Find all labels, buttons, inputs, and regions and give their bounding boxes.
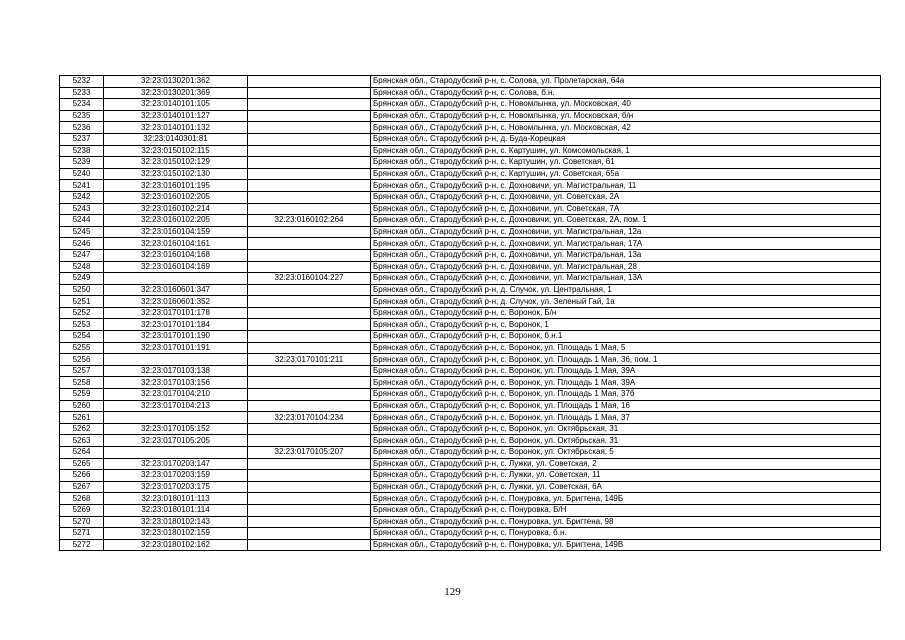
- row-number-cell: 5259: [60, 389, 104, 401]
- address-cell: Брянская обл., Стародубский р-н, с. Картушин, ул. Комсомольская, 1: [371, 145, 881, 157]
- table-row: [60, 504, 881, 516]
- address-cell: Брянская обл., Стародубский р-н, д. Случок, ул. Зеленый Гай, 1а: [371, 296, 881, 308]
- address-cell: Брянская обл., Стародубский р-н, с. Новомлынка, ул. Московская, 40: [371, 99, 881, 111]
- table-row: [60, 76, 881, 88]
- row-number-cell: 5256: [60, 354, 104, 366]
- row-number-cell: 5257: [60, 365, 104, 377]
- related-cadastral-number-cell: [248, 238, 371, 250]
- table-row: [60, 191, 881, 203]
- cadastral-number-cell: 32:23:0150102:115: [104, 145, 248, 157]
- address-cell: Брянская обл., Стародубский р-н, с. Дохновичи, ул. Магистральная, 13а: [371, 249, 881, 261]
- row-number-cell: 5244: [60, 215, 104, 227]
- table-row: [60, 412, 881, 424]
- address-cell: Брянская обл., Стародубский р-н, с. Картушин, ул. Советская, 61: [371, 157, 881, 169]
- cadastral-number-cell: 32:23:0160101:195: [104, 180, 248, 192]
- related-cadastral-number-cell: [248, 157, 371, 169]
- table-row: [60, 539, 881, 551]
- address-cell: Брянская обл., Стародубский р-н, с. Воронок, ул. Площадь 1 Мая, 16: [371, 400, 881, 412]
- table-row: [60, 342, 881, 354]
- address-cell: Брянская обл., Стародубский р-н, с. Воронок, ул. Площадь 1 Мая, 37: [371, 412, 881, 424]
- row-number-cell: 5266: [60, 470, 104, 482]
- related-cadastral-number-cell: [248, 191, 371, 203]
- related-cadastral-number-cell: [248, 122, 371, 134]
- address-cell: Брянская обл., Стародубский р-н, с. Картушин, ул. Советская, 65а: [371, 168, 881, 180]
- table-row: [60, 296, 881, 308]
- related-cadastral-number-cell: [248, 261, 371, 273]
- row-number-cell: 5270: [60, 516, 104, 528]
- row-number-cell: 5254: [60, 331, 104, 343]
- address-cell: Брянская обл., Стародубский р-н, с. Дохновичи, ул. Магистральная, 13А: [371, 273, 881, 285]
- table-row: [60, 470, 881, 482]
- address-cell: Брянская обл., Стародубский р-н, с. Воронок, ул. Площадь 1 Мая, 36, пом. 1: [371, 354, 881, 366]
- table-row: [60, 273, 881, 285]
- cadastral-number-cell: 32:23:0170203:159: [104, 470, 248, 482]
- cadastral-number-cell: 32:23:0160601:347: [104, 284, 248, 296]
- cadastral-number-cell: [104, 412, 248, 424]
- address-cell: Брянская обл., Стародубский р-н, д. Случок, ул. Центральная, 1: [371, 284, 881, 296]
- table-row: [60, 365, 881, 377]
- related-cadastral-number-cell: [248, 377, 371, 389]
- row-number-cell: 5261: [60, 412, 104, 424]
- related-cadastral-number-cell: [248, 249, 371, 261]
- address-cell: Брянская обл., Стародубский р-н, с. Новомлынка, ул. Московская, 42: [371, 122, 881, 134]
- row-number-cell: 5240: [60, 168, 104, 180]
- table-row: [60, 180, 881, 192]
- row-number-cell: 5255: [60, 342, 104, 354]
- address-cell: Брянская обл., Стародубский р-н, с. Дохновичи, ул. Советская, 2А: [371, 191, 881, 203]
- address-cell: Брянская обл., Стародубский р-н, с. Воронок, ул. Октябрьская, 31: [371, 423, 881, 435]
- cadastral-number-cell: 32:23:0160104:169: [104, 261, 248, 273]
- related-cadastral-number-cell: 32:23:0160102:264: [248, 215, 371, 227]
- related-cadastral-number-cell: [248, 307, 371, 319]
- related-cadastral-number-cell: [248, 493, 371, 505]
- related-cadastral-number-cell: 32:23:0160104:227: [248, 273, 371, 285]
- related-cadastral-number-cell: [248, 342, 371, 354]
- row-number-cell: 5269: [60, 504, 104, 516]
- row-number-cell: 5237: [60, 133, 104, 145]
- related-cadastral-number-cell: 32:23:0170105:207: [248, 447, 371, 459]
- records-table-body: [60, 76, 881, 551]
- related-cadastral-number-cell: [248, 400, 371, 412]
- related-cadastral-number-cell: [248, 76, 371, 88]
- table-row: [60, 319, 881, 331]
- related-cadastral-number-cell: 32:23:0170101:211: [248, 354, 371, 366]
- related-cadastral-number-cell: [248, 528, 371, 540]
- table-row: [60, 493, 881, 505]
- related-cadastral-number-cell: [248, 319, 371, 331]
- cadastral-number-cell: 32:23:0170101:184: [104, 319, 248, 331]
- records-table: [59, 75, 881, 551]
- cadastral-number-cell: 32:23:0160102:214: [104, 203, 248, 215]
- cadastral-number-cell: 32:23:0140101:132: [104, 122, 248, 134]
- related-cadastral-number-cell: [248, 331, 371, 343]
- related-cadastral-number-cell: [248, 458, 371, 470]
- row-number-cell: 5258: [60, 377, 104, 389]
- related-cadastral-number-cell: [248, 516, 371, 528]
- address-cell: Брянская обл., Стародубский р-н, с. Дохновичи, ул. Магистральная, 28: [371, 261, 881, 273]
- address-cell: Брянская обл., Стародубский р-н, с. Воронок, ул. Площадь 1 Мая, 37б: [371, 389, 881, 401]
- table-row: [60, 122, 881, 134]
- row-number-cell: 5239: [60, 157, 104, 169]
- row-number-cell: 5253: [60, 319, 104, 331]
- related-cadastral-number-cell: [248, 133, 371, 145]
- cadastral-number-cell: 32:23:0170103:156: [104, 377, 248, 389]
- table-row: [60, 157, 881, 169]
- related-cadastral-number-cell: 32:23:0170104:234: [248, 412, 371, 424]
- row-number-cell: 5263: [60, 435, 104, 447]
- cadastral-number-cell: 32:23:0130201:362: [104, 76, 248, 88]
- row-number-cell: 5241: [60, 180, 104, 192]
- related-cadastral-number-cell: [248, 470, 371, 482]
- table-row: [60, 110, 881, 122]
- cadastral-number-cell: 32:23:0170203:147: [104, 458, 248, 470]
- address-cell: Брянская обл., Стародубский р-н, с. Лужки, ул. Советская, 6А: [371, 481, 881, 493]
- table-row: [60, 226, 881, 238]
- related-cadastral-number-cell: [248, 365, 371, 377]
- row-number-cell: 5232: [60, 76, 104, 88]
- address-cell: Брянская обл., Стародубский р-н, с. Воронок, Б/н: [371, 307, 881, 319]
- related-cadastral-number-cell: [248, 389, 371, 401]
- related-cadastral-number-cell: [248, 99, 371, 111]
- address-cell: Брянская обл., Стародубский р-н, с. Понуровка, ул. Бригтена, 98: [371, 516, 881, 528]
- related-cadastral-number-cell: [248, 168, 371, 180]
- table-row: [60, 215, 881, 227]
- table-row: [60, 377, 881, 389]
- cadastral-number-cell: 32:23:0180102:159: [104, 528, 248, 540]
- cadastral-number-cell: 32:23:0170105:152: [104, 423, 248, 435]
- row-number-cell: 5267: [60, 481, 104, 493]
- table-row: [60, 145, 881, 157]
- address-cell: Брянская обл., Стародубский р-н, с. Лужки, ул. Советская, 11: [371, 470, 881, 482]
- table-row: [60, 99, 881, 111]
- address-cell: Брянская обл., Стародубский р-н, с. Солова, б.н.: [371, 87, 881, 99]
- row-number-cell: 5236: [60, 122, 104, 134]
- related-cadastral-number-cell: [248, 180, 371, 192]
- table-row: [60, 307, 881, 319]
- address-cell: Брянская обл., Стародубский р-н, с. Воронок, ул. Октябрьская, 5: [371, 447, 881, 459]
- related-cadastral-number-cell: [248, 203, 371, 215]
- row-number-cell: 5251: [60, 296, 104, 308]
- related-cadastral-number-cell: [248, 87, 371, 99]
- table-row: [60, 354, 881, 366]
- row-number-cell: 5272: [60, 539, 104, 551]
- address-cell: Брянская обл., Стародубский р-н, с. Понуровка, Б/Н: [371, 504, 881, 516]
- table-row: [60, 261, 881, 273]
- table-row: [60, 435, 881, 447]
- cadastral-number-cell: [104, 354, 248, 366]
- table-row: [60, 249, 881, 261]
- table-row: [60, 238, 881, 250]
- table-row: [60, 481, 881, 493]
- related-cadastral-number-cell: [248, 145, 371, 157]
- table-row: [60, 516, 881, 528]
- related-cadastral-number-cell: [248, 110, 371, 122]
- related-cadastral-number-cell: [248, 481, 371, 493]
- cadastral-number-cell: 32:23:0150102:130: [104, 168, 248, 180]
- table-row: [60, 87, 881, 99]
- cadastral-number-cell: 32:23:0170105:205: [104, 435, 248, 447]
- cadastral-number-cell: 32:23:0140101:127: [104, 110, 248, 122]
- cadastral-number-cell: 32:23:0140301:81: [104, 133, 248, 145]
- cadastral-number-cell: 32:23:0180102:143: [104, 516, 248, 528]
- row-number-cell: 5271: [60, 528, 104, 540]
- related-cadastral-number-cell: [248, 226, 371, 238]
- address-cell: Брянская обл., Стародубский р-н, с. Дохновичи, ул. Магистральная, 12а: [371, 226, 881, 238]
- table-row: [60, 168, 881, 180]
- related-cadastral-number-cell: [248, 423, 371, 435]
- cadastral-number-cell: 32:23:0160104:168: [104, 249, 248, 261]
- address-cell: Брянская обл., Стародубский р-н, с. Понуровка, ул. Бригтена, 149В: [371, 539, 881, 551]
- page-number: 129: [444, 586, 461, 598]
- cadastral-number-cell: 32:23:0160104:159: [104, 226, 248, 238]
- address-cell: Брянская обл., Стародубский р-н, д. Буда-Корецкая: [371, 133, 881, 145]
- address-cell: Брянская обл., Стародубский р-н, с. Воронок, ул. Площадь 1 Мая, 5: [371, 342, 881, 354]
- table-row: [60, 284, 881, 296]
- row-number-cell: 5249: [60, 273, 104, 285]
- cadastral-number-cell: 32:23:0160102:205: [104, 191, 248, 203]
- address-cell: Брянская обл., Стародубский р-н, с. Понуровка, б.н.: [371, 528, 881, 540]
- address-cell: Брянская обл., Стародубский р-н, с. Солова, ул. Пролетарская, 64а: [371, 76, 881, 88]
- address-cell: Брянская обл., Стародубский р-н, с. Воронок, б.н.1: [371, 331, 881, 343]
- cadastral-number-cell: 32:23:0180102:162: [104, 539, 248, 551]
- cadastral-number-cell: 32:23:0170101:191: [104, 342, 248, 354]
- table-row: [60, 133, 881, 145]
- address-cell: Брянская обл., Стародубский р-н, с. Воронок, ул. Октябрьская, 31: [371, 435, 881, 447]
- cadastral-number-cell: 32:23:0170103:138: [104, 365, 248, 377]
- row-number-cell: 5246: [60, 238, 104, 250]
- row-number-cell: 5268: [60, 493, 104, 505]
- cadastral-number-cell: 32:23:0140101:105: [104, 99, 248, 111]
- row-number-cell: 5247: [60, 249, 104, 261]
- address-cell: Брянская обл., Стародубский р-н, с. Дохновичи, ул. Советская, 2А, пом. 1: [371, 215, 881, 227]
- row-number-cell: 5233: [60, 87, 104, 99]
- cadastral-number-cell: 32:23:0170104:210: [104, 389, 248, 401]
- row-number-cell: 5245: [60, 226, 104, 238]
- related-cadastral-number-cell: [248, 435, 371, 447]
- cadastral-number-cell: 32:23:0150102:129: [104, 157, 248, 169]
- row-number-cell: 5242: [60, 191, 104, 203]
- cadastral-number-cell: 32:23:0170203:175: [104, 481, 248, 493]
- cadastral-number-cell: 32:23:0160601:352: [104, 296, 248, 308]
- cadastral-number-cell: [104, 447, 248, 459]
- address-cell: Брянская обл., Стародубский р-н, с. Лужки, ул. Советская, 2: [371, 458, 881, 470]
- table-row: [60, 447, 881, 459]
- cadastral-number-cell: 32:23:0160102:205: [104, 215, 248, 227]
- address-cell: Брянская обл., Стародубский р-н, с. Понуровка, ул. Бригтена, 149Б: [371, 493, 881, 505]
- row-number-cell: 5235: [60, 110, 104, 122]
- related-cadastral-number-cell: [248, 539, 371, 551]
- row-number-cell: 5264: [60, 447, 104, 459]
- address-cell: Брянская обл., Стародубский р-н, с. Дохновичи, ул. Магистральная, 11: [371, 180, 881, 192]
- address-cell: Брянская обл., Стародубский р-н, с. Воронок, ул. Площадь 1 Мая, 39А: [371, 377, 881, 389]
- table-row: [60, 528, 881, 540]
- address-cell: Брянская обл., Стародубский р-н, с. Дохновичи, ул. Советская, 7А: [371, 203, 881, 215]
- address-cell: Брянская обл., Стародубский р-н, с. Воронок, ул. Площадь 1 Мая, 39А: [371, 365, 881, 377]
- related-cadastral-number-cell: [248, 504, 371, 516]
- cadastral-number-cell: 32:23:0170104:213: [104, 400, 248, 412]
- address-cell: Брянская обл., Стародубский р-н, с. Новомлынка, ул. Московская, б/н: [371, 110, 881, 122]
- related-cadastral-number-cell: [248, 296, 371, 308]
- cadastral-number-cell: 32:23:0130201:369: [104, 87, 248, 99]
- cadastral-number-cell: 32:23:0160104:161: [104, 238, 248, 250]
- table-row: [60, 400, 881, 412]
- row-number-cell: 5238: [60, 145, 104, 157]
- row-number-cell: 5262: [60, 423, 104, 435]
- table-row: [60, 331, 881, 343]
- row-number-cell: 5252: [60, 307, 104, 319]
- table-row: [60, 203, 881, 215]
- address-cell: Брянская обл., Стародубский р-н, с. Дохновичи, ул. Магистральная, 17А: [371, 238, 881, 250]
- related-cadastral-number-cell: [248, 284, 371, 296]
- cadastral-number-cell: 32:23:0170101:190: [104, 331, 248, 343]
- table-row: [60, 389, 881, 401]
- cadastral-number-cell: 32:23:0180101:114: [104, 504, 248, 516]
- table-row: [60, 423, 881, 435]
- table-row: [60, 458, 881, 470]
- cadastral-number-cell: [104, 273, 248, 285]
- row-number-cell: 5250: [60, 284, 104, 296]
- row-number-cell: 5243: [60, 203, 104, 215]
- address-cell: Брянская обл., Стародубский р-н, с. Воронок, 1: [371, 319, 881, 331]
- row-number-cell: 5265: [60, 458, 104, 470]
- row-number-cell: 5234: [60, 99, 104, 111]
- row-number-cell: 5260: [60, 400, 104, 412]
- cadastral-number-cell: 32:23:0180101:113: [104, 493, 248, 505]
- row-number-cell: 5248: [60, 261, 104, 273]
- cadastral-number-cell: 32:23:0170101:178: [104, 307, 248, 319]
